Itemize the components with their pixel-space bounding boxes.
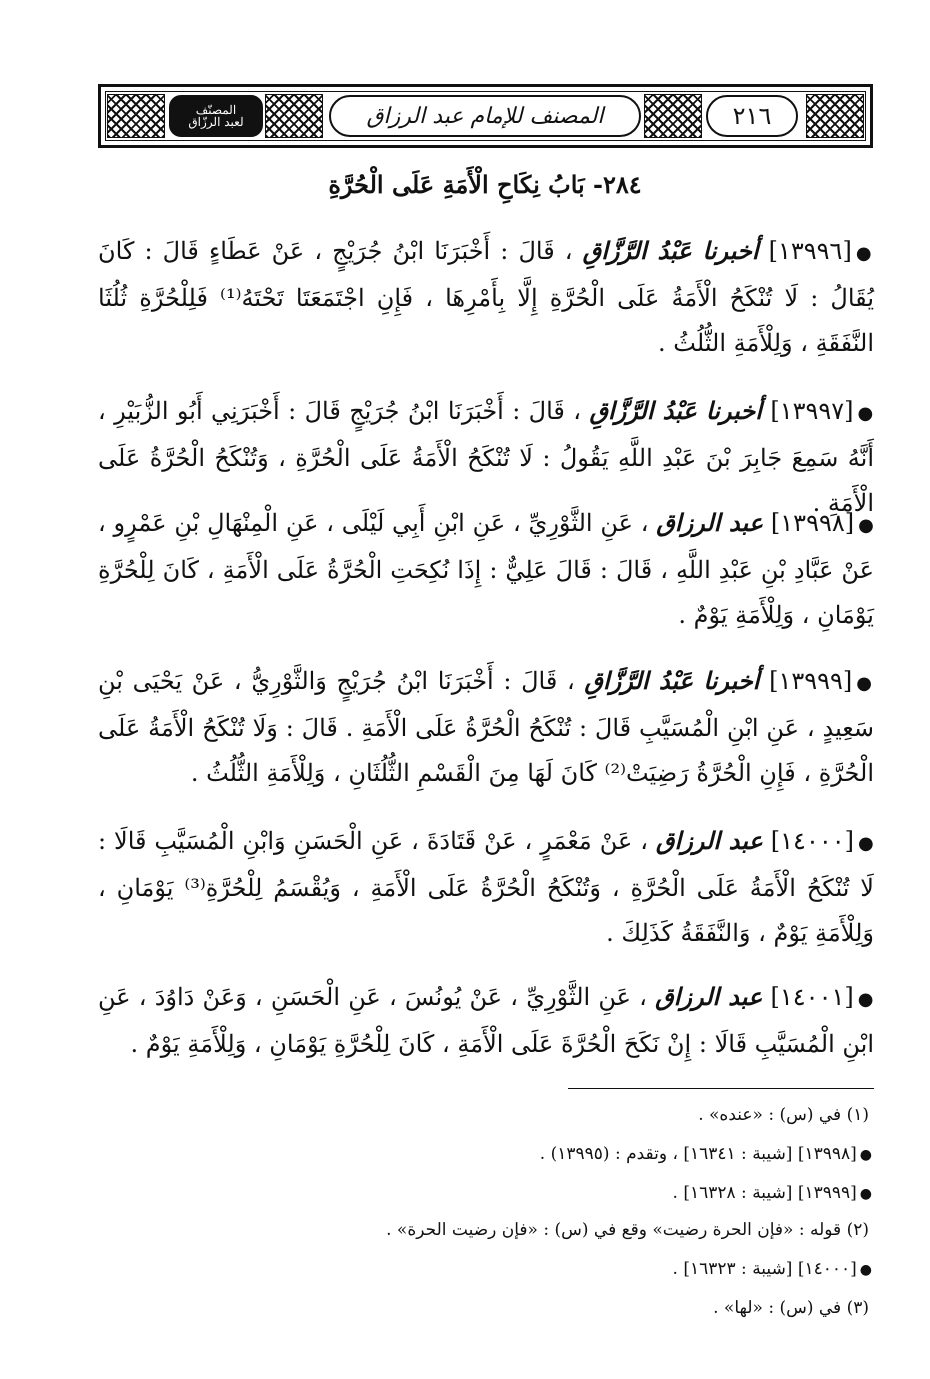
hadith-entry — [98, 500, 874, 638]
entry-text: ، عَنْ مَعْمَرٍ ، عَنْ قَتَادَةَ ، عَنِ الْحَسَنِ وَابْنِ الْمُسَيَّبِ قَالَا : لَا تُنْكَحُ الْأَمَةُ عَلَى الْحُرَّةِ ، وَتُنْكَحُ الْحُرَّةُ عَلَى الْأَمَةِ ، وَيُقْسَمُ لِلْحُرَّةِ⁽³⁾ يَوْمَانِ ، وَلِلْأَمَةِ يَوْمٌ ، وَالنَّفَقَةُ كَذَلِكَ . — [98, 827, 874, 947]
entry-text: ، عَنِ الثَّوْرِيِّ ، عَنْ يُونُسَ ، عَنِ الْحَسَنِ ، وَعَنْ دَاوُدَ ، عَنِ ابْنِ الْمُسَيَّبِ قَالَا : إِنْ نَكَحَ الْحُرَّةَ عَلَى الْأَمَةِ ، كَانَ لِلْحُرَّةِ يَوْمَانِ ، وَلِلْأَمَةِ يَوْمٌ . — [98, 983, 874, 1058]
entry-number: [١٤٠٠١] — [770, 983, 854, 1011]
footnote-text: (١) في (س) : «عنده» . — [698, 1105, 869, 1125]
entry-lead: عبد الرزاق — [656, 508, 764, 537]
entry-lead: أخبرنا عَبْدُ الرَّزَّاقِ — [582, 236, 759, 265]
footnote-text: [١٣٩٩٨] [شيبة : ١٦٣٤١] ، وتقدم : (١٣٩٩٥) . — [539, 1144, 857, 1164]
entry-number: [١٣٩٩٧] — [770, 397, 854, 425]
seal-line-1: المصنّف — [195, 103, 237, 117]
entry-text: ، عَنِ الثَّوْرِيِّ ، عَنِ ابْنِ أَبِي لَيْلَى ، عَنِ الْمِنْهَالِ بْنِ عَمْرٍو ، عَنْ عَبَّادِ بْنِ عَبْدِ اللَّهِ ، قَالَ : قَالَ عَلِيٌّ : إِذَا نُكِحَتِ الْحُرَّةُ عَلَى الْأَمَةِ ، كَانَ لِلْحُرَّةِ يَوْمَانِ ، وَلِلْأَمَةِ يَوْمٌ . — [98, 509, 874, 629]
entry-bullet: ● — [857, 403, 874, 424]
running-title: المصنف للإمام عبد الرزاق — [329, 95, 641, 137]
entry-lead: أخبرنا عَبْدُ الرَّزَّاقِ — [589, 396, 762, 425]
footnote — [112, 1297, 872, 1320]
hadith-entry — [98, 228, 874, 366]
entry-text: ، قَالَ : أَخْبَرَنَا ابْنُ جُرَيْجٍ قَالَ : أَخْبَرَنِي أَبُو الزُّبَيْرِ ، أَنَّهُ سَمِعَ جَابِرَ بْنَ عَبْدِ اللَّهِ يَقُولُ : لَا تُنْكَحُ الْأَمَةُ عَلَى الْحُرَّةِ ، وَتُنْكَحُ الْحُرَّةُ عَلَى الْأَمَةِ . — [98, 397, 874, 517]
footnote-text: [١٤٠٠٠] [شيبة : ١٦٣٢٣] . — [672, 1259, 857, 1279]
entry-text: ، قَالَ : أَخْبَرَنَا ابْنُ جُرَيْجٍ وَالثَّوْرِيُّ ، عَنْ يَحْيَى بْنِ سَعِيدٍ ، عَنِ ابْنِ الْمُسَيَّبِ قَالَ : تُنْكَحُ الْحُرَّةُ عَلَى الْأَمَةِ . قَالَ : وَلَا تُنْكَحُ الْأَمَةُ عَلَى الْحُرَّةِ ، فَإِنِ الْحُرَّةُ رَضِيَتْ⁽²⁾ كَانَ لَهَا مِنَ الْقَسْمِ الثُّلُثَانِ ، وَلِلْأَمَةِ الثُّلُثُ . — [98, 667, 874, 787]
entry-number: [١٤٠٠٠] — [770, 827, 854, 855]
footnote — [112, 1182, 872, 1205]
hadith-entry — [98, 974, 874, 1067]
book-seal-logo — [169, 95, 263, 137]
footnote — [112, 1258, 872, 1281]
footnote-bullet: ● — [859, 1186, 872, 1202]
entry-number: [١٣٩٩٦] — [768, 237, 852, 265]
footnote-text: (٢) قوله : «فإن الحرة رضيت» وقع في (س) : «فإن رضيت الحرة» . — [386, 1220, 869, 1240]
chapter-heading: ٢٨٤- بَابُ نِكَاحِ الْأَمَةِ عَلَى الْحُرَّةِ — [328, 170, 642, 199]
ornament-right-inner — [644, 94, 702, 138]
footnote-text: [١٣٩٩٩] [شيبة : ١٦٣٢٨] . — [672, 1183, 857, 1203]
entry-bullet: ● — [857, 833, 874, 854]
entry-bullet: ● — [855, 243, 874, 264]
entry-lead: عبد الرزاق — [655, 826, 763, 855]
entry-bullet: ● — [858, 515, 874, 536]
page-header — [98, 84, 873, 148]
entry-number: [١٣٩٩٨] — [770, 509, 855, 537]
footnote-divider — [568, 1088, 874, 1089]
entry-text: ، قَالَ : أَخْبَرَنَا ابْنُ جُرَيْجٍ ، عَنْ عَطَاءٍ قَالَ : كَانَ يُقَالُ : لَا تُنْكَحُ الْأَمَةُ عَلَى الْحُرَّةِ إِلَّا بِأَمْرِهَا ، فَإِنِ اجْتَمَعَتَا تَحْتَهُ⁽¹⁾ فَلِلْحُرَّةِ ثُلُثَا النَّفَقَةِ ، وَلِلْأَمَةِ الثُّلُثُ . — [98, 237, 874, 357]
footnote-text: (٣) في (س) : «لها» . — [713, 1298, 869, 1318]
ornament-left-outer — [107, 94, 165, 138]
entry-bullet: ● — [856, 673, 874, 694]
entry-bullet: ● — [857, 989, 874, 1010]
footnote — [112, 1143, 872, 1166]
footnote — [112, 1219, 872, 1242]
footnote-bullet: ● — [859, 1147, 872, 1163]
entry-number: [١٣٩٩٩] — [769, 667, 853, 695]
entry-lead: عبد الرزاق — [655, 982, 763, 1011]
footnote — [112, 1104, 872, 1127]
hadith-entry — [98, 658, 874, 796]
hadith-entry — [98, 818, 874, 956]
seal-line-2: لعبد الرزّاق — [188, 115, 244, 129]
footnote-bullet: ● — [859, 1262, 872, 1278]
page-number: ٢١٦ — [706, 95, 798, 137]
ornament-left-inner — [265, 94, 323, 138]
ornament-right-outer — [806, 94, 864, 138]
entry-lead: أخبرنا عَبْدُ الرَّزَّاقِ — [584, 666, 760, 695]
